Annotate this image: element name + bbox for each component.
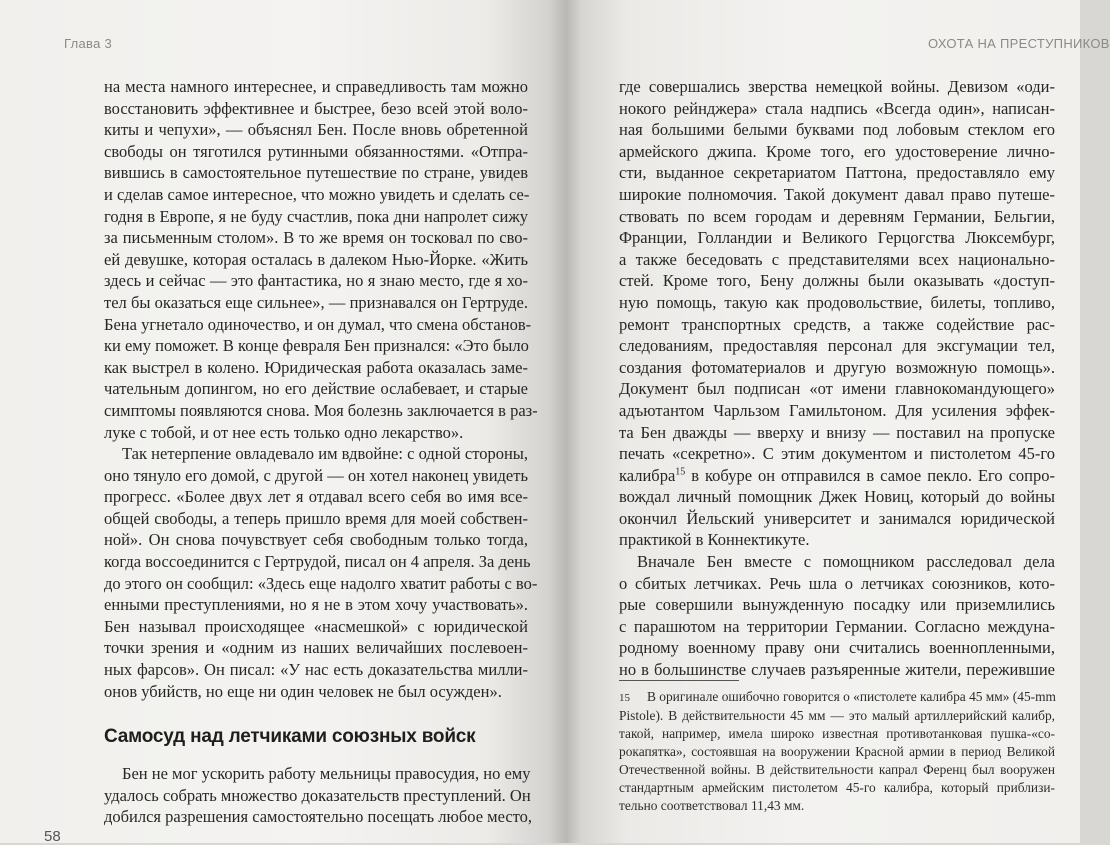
text-line: свободы он тяготился рутинными обязанностями. «Отпра- <box>104 141 528 161</box>
text-line: ную помощь, такую как продовольствие, билеты, топливо, <box>619 292 1055 312</box>
footnote-rule <box>619 680 739 681</box>
right-page <box>566 0 1110 843</box>
text-line: с парашютом на территории Германии. Согласно междуна- <box>619 616 1055 636</box>
text-line: Франции, Голландии и Великого Герцогства Люксембург, <box>619 228 1055 248</box>
text-line: ремонт транспортных средств, а также содействие рас- <box>619 314 1055 334</box>
text-line: сти, выданное секретариатом Паттона, предоставляло ему <box>619 163 1055 183</box>
text-line: создания фотоматериалов и другую возможную помощь». <box>619 357 1055 377</box>
text-line: Вначале Бен вместе с помощником расследовал дела <box>637 552 1055 572</box>
text-line: Бена угнетало одиночество, и он думал, что смена обстанов- <box>104 314 532 334</box>
text-line: вождал личный помощник Джек Новиц, который до войны <box>619 487 1055 507</box>
text-line: ных фарсов». Он писал: «У нас есть доказательства милли- <box>104 660 528 680</box>
text-line: но в большинстве случаев разъяренные жители, пережившие <box>619 660 1055 680</box>
running-head-right: ОХОТА НА ПРЕСТУПНИКОВ <box>928 36 1110 51</box>
text-line: Так нетерпение овладевало им вдвойне: с одной стороны, <box>122 444 528 464</box>
text-line: ствовать по всем городам и деревням Германии, Бельгии, <box>619 206 1055 226</box>
text-line: Документ был подписан «от имени главнокомандующего» <box>619 379 1055 399</box>
footnote-reference: 15 <box>675 466 686 478</box>
text-line-with-footnote-ref: калибра$^{15}$ в кобуре он отправился в самое пекло. Его сопро- <box>619 465 1055 485</box>
text-line: добился разрешения самостоятельно посещать любое место, <box>104 807 533 827</box>
text-line: такой, например, имела широко известная противотанковая пушка-«со- <box>619 726 1055 741</box>
text-line: о сбитых летчиках. Речь шла о летчиках союзников, кото- <box>619 573 1055 593</box>
text-line: оно тянуло его домой, с другой — он хотел наконец увидеть <box>104 465 528 485</box>
text-line: адъютантом Чарльзом Гамильтоном. Для усиления эффек- <box>619 400 1055 420</box>
text-line: симптомы появляются снова. Моя болезнь заключается в раз- <box>104 400 538 420</box>
text-line: когда воссоединится с Гертрудой, писал он 4 апреля. За день <box>104 552 531 572</box>
text-line: широкие полномочия. Такой документ давал право путеше- <box>619 184 1055 204</box>
text-line: вившись в самостоятельное путешествие по стране, увидев <box>104 163 528 183</box>
text-line: и сделав самое интересное, что можно увидеть и сделать се- <box>104 184 530 204</box>
text-line: до этого он сообщил: «Здесь еще надолго хватит работы с во- <box>104 573 538 593</box>
footnote-line: 15 В оригинале ошибочно говорится о «пистолете калибра 45 мм» (45-mm <box>619 688 1055 707</box>
paragraph <box>619 486 1055 551</box>
text-line: годня в Европе, я не буду счастлив, пока дни напролет сижу <box>104 206 528 226</box>
text-line: точки зрения и «одним из наших величайших послевоен- <box>104 638 528 658</box>
text-line: стандартным армейским пистолетом 45-го калибра, который приблизи- <box>619 780 1055 795</box>
text-line: восстановить эффективнее и быстрее, безо всей этой воло- <box>104 98 528 118</box>
text-line: следованиям, предоставляя персонал для эксгумации тел, <box>619 336 1055 356</box>
running-head-left: Глава 3 <box>64 36 113 51</box>
text-line: ки ему поможет. В конце февраля Бен признался: «Это было <box>104 336 529 356</box>
text-line: практикой в Коннектикуте. <box>619 530 810 550</box>
text-line: Отечественной войны. В действительности капрал Ференц был вооружен <box>619 762 1055 777</box>
text-line: прогресс. «Более двух лет я отдавал всего себя во имя все- <box>104 487 528 507</box>
text-line: енными преступлениями, но я не в этом хочу участвовать». <box>104 595 528 615</box>
text-line: нокого рейнджера» стала надпись «Всегда один», написан- <box>619 98 1055 118</box>
text-line: тел бы оказаться еще сильнее», — признавался он Гертруде. <box>104 292 528 312</box>
text-line: рые совершили вынужденную посадку или приземлились <box>619 595 1055 615</box>
text-line: родному военному праву они считались военнопленными, <box>619 638 1055 658</box>
text-line: Бен называл происходящее «насмешкой» с юридической <box>104 616 528 636</box>
page-number: 58 <box>44 828 61 845</box>
text-line: здесь и сейчас — это фантастика, но я знаю место, где я хо- <box>104 271 528 291</box>
text-line: рокапятка», состоявшая на вооружении Красной армии в период Великой <box>619 744 1055 759</box>
right-body-text <box>619 76 1055 681</box>
text-line: тельно соответствовал 11,43 мм. <box>619 798 805 813</box>
text-line: ной». Он снова почувствует себя свободным только тогда, <box>104 530 528 550</box>
text-line: чательным допингом, но его действие ослабевает, и старые <box>104 379 528 399</box>
section-heading: Самосуд над летчиками союзных войск <box>104 726 476 748</box>
text-line: стей. Кроме того, Бену должны были оказывать «доступ- <box>619 271 1055 291</box>
text-line: луке с тобой, и от нее есть только одно лекарство». <box>104 422 464 442</box>
text-line: удалось собрать множество доказательств преступлений. Он <box>104 785 531 805</box>
text-line: печать «секретно». С этим документом и пистолетом 45-го <box>619 444 1055 464</box>
text-line: а также беседовать с представителями всех национально- <box>619 249 1055 269</box>
text-line: окончил Йельский университет и занимался юридической <box>619 508 1055 528</box>
text-line: Pistole). В действительности 45 мм — это малый артиллерийский калибр, <box>619 708 1055 723</box>
text-line: ей девушке, которая осталась в далеком Нью-Йорке. «Жить <box>104 249 528 269</box>
text-line: на места намного интереснее, и справедливость там можно <box>104 77 528 96</box>
paragraph <box>104 76 538 443</box>
text-line: за письменным столом». В то же время он тосковал по сво- <box>104 228 528 248</box>
text-line: киты и чепухи», — объяснял Бен. После вновь обретенной <box>104 120 528 140</box>
text-line: как выстрел в колено. Юридическая работа оказалась заме- <box>104 357 528 377</box>
footnote-body <box>619 707 1055 815</box>
paragraph <box>104 763 533 828</box>
text-line: Бен не мог ускорить работу мельницы правосудия, но ему <box>122 764 531 784</box>
left-body-text <box>104 76 538 828</box>
text-line: ная большими белыми буквами под лобовым стеклом его <box>619 120 1055 140</box>
text-line: где совершались зверства немецкой войны. Девизом «оди- <box>619 77 1055 96</box>
footnote-number: 15 <box>619 692 630 704</box>
text-line: общей свободы, а теперь пришло время для моей собствен- <box>104 508 528 528</box>
text-line: та Бен дважды — вверху и внизу — поставил на пропуске <box>619 422 1055 442</box>
footnote <box>619 688 1055 815</box>
paragraph <box>619 551 1055 681</box>
paragraph <box>104 443 538 702</box>
paragraph <box>619 76 1055 465</box>
text-line: онов убийств, но еще ни один человек не был осужден». <box>104 681 502 701</box>
text-line: армейского джипа. Кроме того, его удостоверение лично- <box>619 141 1055 161</box>
